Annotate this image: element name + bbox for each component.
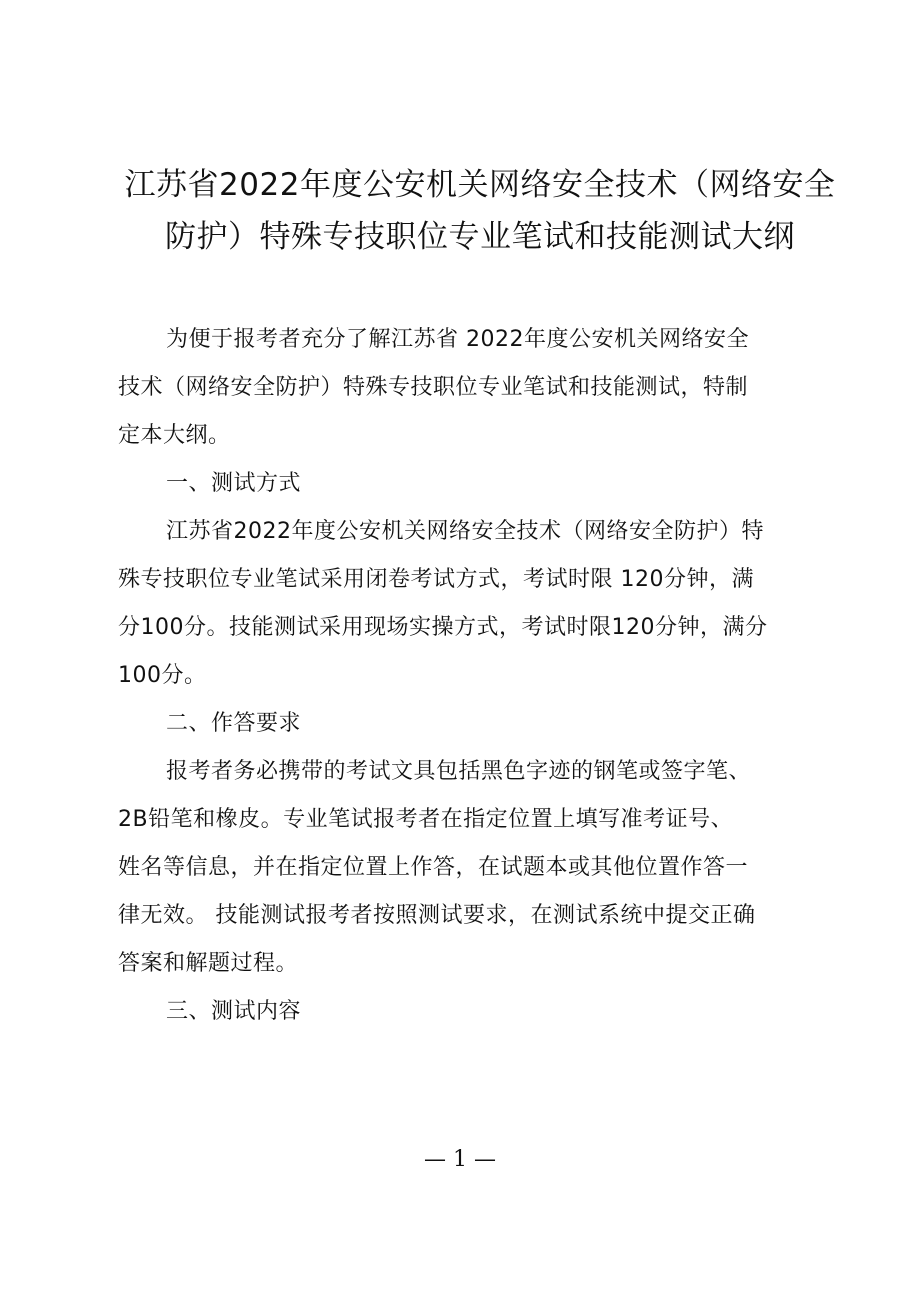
paragraph-line: 技术（网络安全防护）特殊专技职位专业笔试和技能测试，特制 [118, 375, 749, 400]
paragraph-line: 江苏省2022年度公安机关网络安全技术（网络安全防护）特 [166, 519, 764, 544]
paragraph-line: 殊专技职位专业笔试采用闭卷考试方式，考试时限 120分钟，满 [118, 567, 754, 592]
document-body [118, 316, 808, 1036]
section-heading: 三、测试内容 [166, 999, 302, 1024]
title-line: 江苏省2022年度公安机关网络安全技术（网络安全 [124, 166, 836, 203]
paragraph-line: 100分。 [118, 663, 207, 688]
page-number: — 1 — [424, 1147, 496, 1172]
section-heading-answer-requirements [118, 700, 808, 748]
paragraph-line: 分100分。技能测试采用现场实操方式，考试时限120分钟，满分 [118, 615, 768, 640]
document-title [100, 159, 860, 263]
paragraph-line: 报考者务必携带的考试文具包括黑色字迹的钢笔或签字笔、 [166, 759, 752, 784]
paragraph-line: 姓名等信息，并在指定位置上作答，在试题本或其他位置作答一 [118, 855, 749, 880]
paragraph-line: 定本大纲。 [118, 423, 231, 448]
paragraph-line: 2B铅笔和橡皮。专业笔试报考者在指定位置上填写准考证号、 [118, 807, 734, 832]
section-heading: 二、作答要求 [166, 711, 302, 736]
section-heading-test-method [118, 460, 808, 508]
paragraph-line: 答案和解题过程。 [118, 951, 299, 976]
section-heading-test-content [118, 988, 808, 1036]
title-line: 防护）特殊专技职位专业笔试和技能测试大纲 [165, 218, 795, 255]
intro-paragraph [118, 316, 808, 460]
test-method-paragraph [118, 508, 808, 700]
paragraph-line: 为便于报考者充分了解江苏省 2022年度公安机关网络安全 [166, 327, 749, 352]
paragraph-line: 律无效。 技能测试报考者按照测试要求，在测试系统中提交正确 [118, 903, 756, 928]
answer-requirements-paragraph [118, 748, 808, 988]
section-heading: 一、测试方式 [166, 471, 302, 496]
